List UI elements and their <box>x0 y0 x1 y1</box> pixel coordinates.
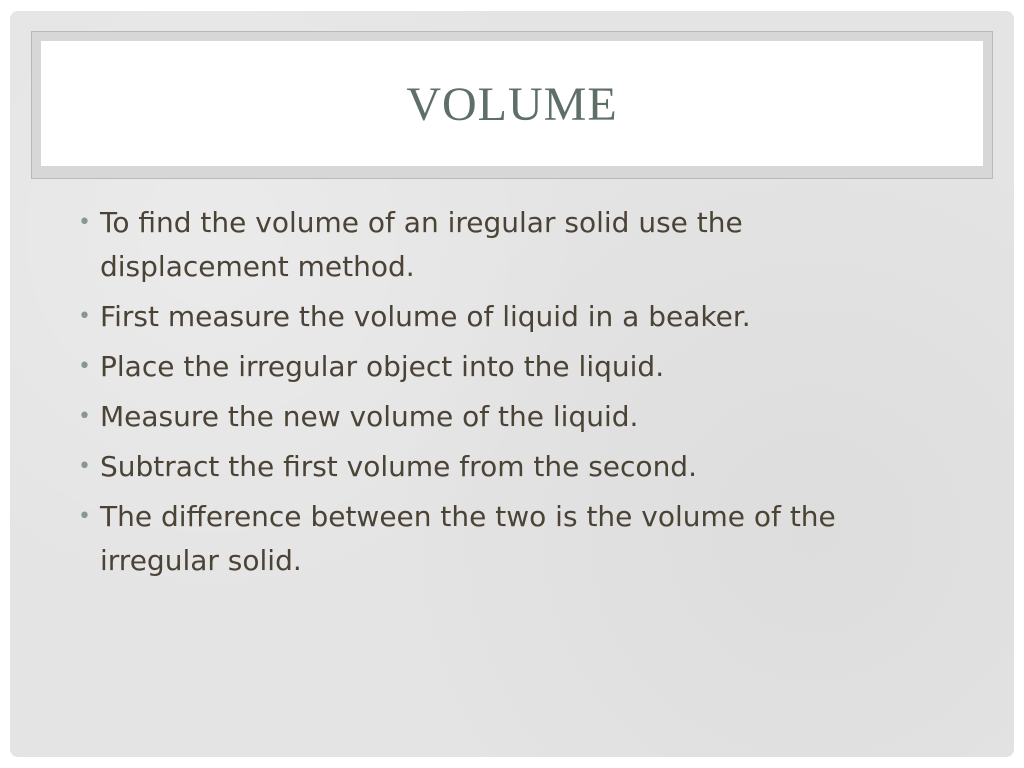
slide-title: VOLUME <box>406 78 618 131</box>
bullet-item <box>70 345 920 389</box>
bullet-item <box>70 295 920 339</box>
title-frame <box>31 31 993 179</box>
bullet-text: First measure the volume of liquid in a beaker. <box>100 300 751 333</box>
bullet-dot-icon: • <box>78 210 91 235</box>
bullet-text: Measure the new volume of the liquid. <box>100 400 639 433</box>
bullet-item <box>70 201 920 289</box>
bullet-text: Place the irregular object into the liquid. <box>100 350 665 383</box>
bullet-dot-icon: • <box>78 504 91 529</box>
bullet-item <box>70 445 920 489</box>
bullet-item <box>70 395 920 439</box>
bullet-text: Subtract the first volume from the second. <box>100 450 697 483</box>
bullet-dot-icon: • <box>78 404 91 429</box>
bullet-list <box>70 201 920 589</box>
bullet-text: The difference between the two is the volume of the irregular solid. <box>100 500 836 577</box>
slide <box>10 11 1014 757</box>
bullet-dot-icon: • <box>78 304 91 329</box>
bullet-dot-icon: • <box>78 454 91 479</box>
title-box <box>41 41 983 166</box>
bullet-item <box>70 495 920 583</box>
bullet-text: To find the volume of an iregular solid use the displacement method. <box>100 206 743 283</box>
bullet-dot-icon: • <box>78 354 91 379</box>
